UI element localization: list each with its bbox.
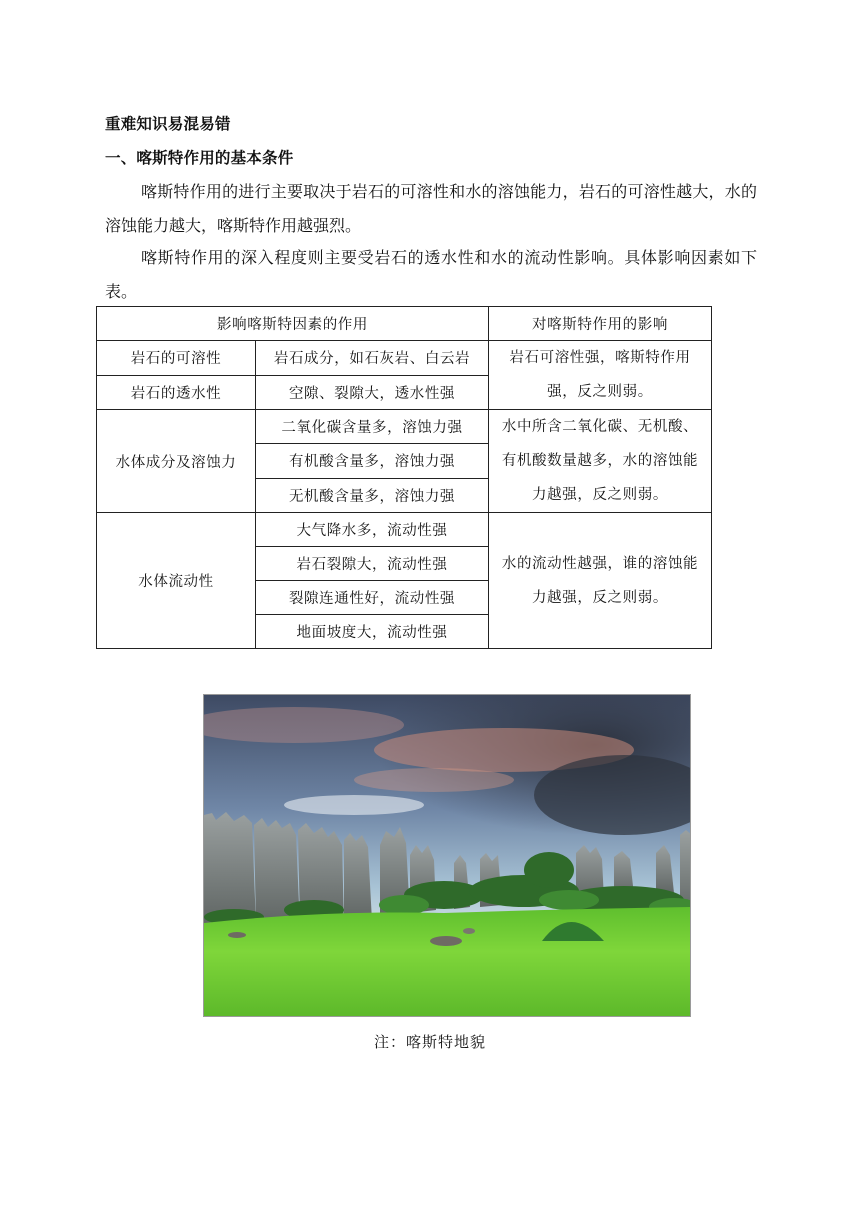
detail-water-composition: 有机酸含量多，溶蚀力强	[256, 444, 489, 478]
detail-water-composition: 无机酸含量多，溶蚀力强	[256, 478, 489, 512]
effect-water-flow: 水的流动性越强，谁的溶蚀能力越强，反之则弱。	[489, 513, 712, 649]
factor-rock-solubility: 岩石的可溶性	[97, 341, 256, 376]
effect-water-composition: 水中所含二氧化碳、无机酸、有机酸数量越多，水的溶蚀能力越强，反之则弱。	[489, 410, 712, 513]
table-row	[97, 341, 712, 376]
detail-water-flow: 岩石裂隙大，流动性强	[256, 547, 489, 581]
paragraph-1: 喀斯特作用的进行主要取决于岩石的可溶性和水的溶蚀能力，岩石的可溶性越大，水的溶蚀能力越大，喀斯特作用越强烈。	[105, 182, 757, 235]
effect-rock: 岩石可溶性强，喀斯特作用强，反之则弱。	[489, 341, 712, 410]
paragraph-2: 喀斯特作用的深入程度则主要受岩石的透水性和水的流动性影响。具体影响因素如下表。	[105, 248, 757, 301]
section-title: 一、喀斯特作用的基本条件	[105, 149, 294, 167]
section-heading-top: 重难知识易混易错	[105, 115, 231, 133]
detail-rock-solubility: 岩石成分，如石灰岩、白云岩	[256, 341, 489, 376]
detail-water-flow: 地面坡度大，流动性强	[256, 615, 489, 649]
factor-water-composition: 水体成分及溶蚀力	[97, 410, 256, 513]
detail-water-flow: 裂隙连通性好，流动性强	[256, 581, 489, 615]
detail-rock-permeability: 空隙、裂隙大，透水性强	[256, 375, 489, 410]
detail-water-flow: 大气降水多，流动性强	[256, 513, 489, 547]
table-row	[97, 410, 712, 444]
image-caption: 注：喀斯特地貌	[373, 1033, 486, 1051]
karst-factors-table	[96, 306, 712, 649]
header-factor: 影响喀斯特因素的作用	[97, 307, 489, 341]
karst-landscape-photo	[203, 694, 691, 1017]
factor-water-flow: 水体流动性	[97, 513, 256, 649]
table-row	[97, 513, 712, 547]
factor-rock-permeability: 岩石的透水性	[97, 375, 256, 410]
detail-water-composition: 二氧化碳含量多，溶蚀力强	[256, 410, 489, 444]
header-effect: 对喀斯特作用的影响	[489, 307, 712, 341]
table-header-row	[97, 307, 712, 341]
